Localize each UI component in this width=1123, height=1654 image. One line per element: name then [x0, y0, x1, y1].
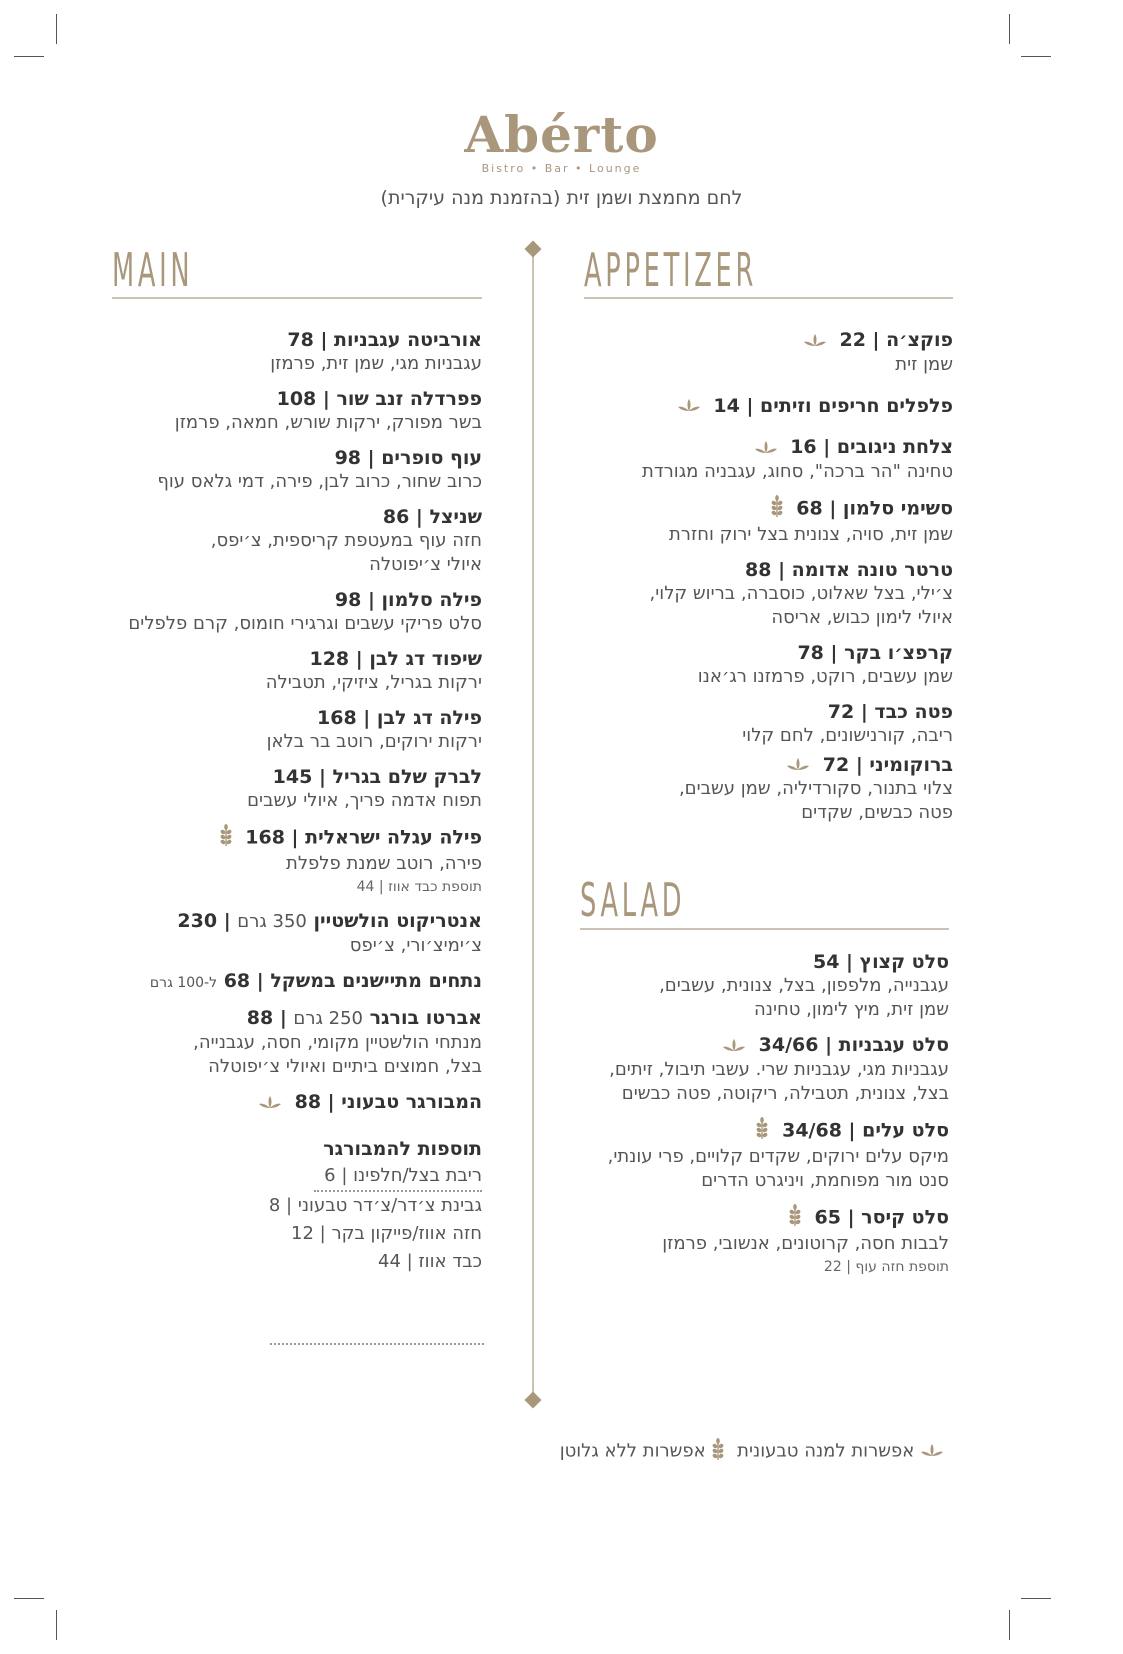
item-price: 88	[246, 1007, 274, 1029]
item-price: 16	[790, 436, 817, 458]
addon-item: גבינת צ׳דר/צ׳דר טבעוני | 8	[268, 1195, 482, 1216]
main-items-list	[112, 328, 482, 1115]
item-price: 168	[245, 826, 285, 849]
item-title: סלט קצוץ | 54	[812, 951, 949, 973]
item-description: בצל, חמוצים ביתיים ואיולי צ׳יפוטלה	[208, 1056, 482, 1077]
item-note: תוספת כבד אווז | 44	[356, 879, 482, 895]
item-description: לבבות חסה, קרוטונים, אנשובי, פרמזן	[662, 1232, 949, 1254]
legend-vegan: אפשרות למנה טבעונית	[737, 1440, 915, 1462]
center-divider	[532, 250, 534, 1400]
item-unit: ל-100 גרם	[149, 975, 218, 991]
item-description: פטה כבשים, שקדים	[801, 802, 953, 823]
wheat-icon	[770, 495, 784, 523]
dotted-divider	[270, 1343, 484, 1345]
item-name: פפרדלה זנב שור	[336, 388, 482, 410]
menu-item	[112, 1006, 482, 1079]
item-price: 22	[839, 329, 866, 351]
section-rule-main	[112, 297, 482, 299]
item-title: אברטו בורגר 250 גרם | 88	[246, 1007, 482, 1029]
item-name: נתחים מתיישנים במשקל	[270, 970, 482, 992]
item-name: סלט קיסר	[861, 1206, 949, 1228]
item-unit: 250 גרם	[293, 1008, 363, 1029]
item-description: איולי לימון כבוש, אריסה	[771, 606, 953, 628]
menu-item	[112, 328, 482, 376]
item-title: פוקצ׳ה | 22	[584, 328, 953, 353]
menu-item	[112, 588, 482, 636]
item-price: 230	[177, 910, 218, 932]
section-rule-salad	[580, 928, 949, 930]
item-name: ברוקומיני	[869, 753, 953, 776]
item-description: מיקס עלים ירוקים, שקדים קלויים, פרי עונתי,	[607, 1145, 949, 1167]
section-title-appetizer: APPETIZER	[584, 243, 758, 297]
item-title: שיפוד דג לבן | 128	[309, 648, 482, 670]
section-rule-appetizer	[584, 297, 953, 299]
item-name: אנטריקוט הולשטיין	[313, 910, 482, 932]
menu-item	[584, 753, 953, 826]
item-title: קרפצ׳ו בקר | 78	[797, 641, 953, 664]
item-name: עוף סופרים	[381, 447, 482, 469]
crop-mark	[14, 56, 44, 57]
item-price: 78	[797, 641, 824, 664]
wheat-icon	[788, 1204, 802, 1232]
menu-item	[112, 969, 482, 995]
item-name: שיפוד דג לבן	[369, 648, 482, 670]
wheat-icon	[219, 824, 233, 852]
menu-item	[112, 505, 482, 577]
item-price: 98	[334, 447, 362, 469]
item-price: 54	[812, 951, 840, 973]
item-title: סשימי סלמון | 68	[584, 495, 953, 523]
item-title: לברק שלם בגריל | 145	[272, 766, 482, 788]
wheat-icon	[755, 1117, 769, 1145]
item-description: סלט פריקי עשבים וגרגירי חומוס, קרם פלפלים	[128, 613, 482, 634]
item-name: אורביטה עגבניות	[334, 329, 482, 351]
menu-item	[580, 1117, 949, 1193]
menu-item	[584, 641, 953, 689]
brand-logo	[0, 105, 1123, 175]
item-unit: 350 גרם	[237, 911, 307, 932]
item-description: ירקות ירוקים, רוטב בר בלאן	[266, 731, 482, 752]
burger-addons	[112, 1136, 482, 1276]
item-description: שמן זית, סויה, צנונית בצל ירוק וחזרת	[668, 523, 953, 545]
section-title-salad: SALAD	[580, 873, 686, 927]
leaf-icon	[754, 436, 778, 460]
item-description: ירקות בגריל, ציזיקי, תטבילה	[265, 672, 482, 693]
item-name: סלט עלים	[862, 1119, 949, 1141]
leaf-icon	[920, 1441, 944, 1462]
item-title: סלט עגבניות | 34/66	[580, 1033, 949, 1058]
item-price: 78	[287, 329, 314, 351]
menu-item	[112, 647, 482, 695]
crop-mark	[56, 14, 57, 44]
item-title: פילה סלמון | 98	[334, 589, 482, 611]
item-price: 88	[745, 558, 772, 581]
menu-item	[112, 706, 482, 754]
menu-item	[112, 824, 482, 898]
item-price: 72	[827, 700, 855, 723]
leaf-icon	[786, 753, 810, 777]
item-title: אורביטה עגבניות | 78	[287, 329, 482, 351]
item-title: סלט קיסר | 65	[580, 1204, 949, 1232]
bread-note: לחם מחמצת ושמן זית (בהזמנת מנה עיקרית)	[380, 187, 743, 209]
leaf-icon	[803, 329, 827, 353]
item-description: עגבנייה, מלפפון, בצל, צנונית, עשבים,	[659, 975, 949, 996]
item-name: פילה סלמון	[381, 589, 482, 611]
item-description: סנט מור מפוחמת, ויניגרט הדרים	[701, 1169, 949, 1191]
item-note: תוספת חזה עוף | 22	[823, 1258, 949, 1275]
crop-mark	[1021, 1598, 1051, 1599]
item-description: טחינה "הר ברכה", סחוג, עגבניה מגורדת	[641, 460, 953, 482]
crop-mark	[56, 1610, 57, 1640]
addon-item: ריבת בצל/חלפינו | 6	[314, 1162, 482, 1192]
item-price: 88	[294, 1091, 322, 1113]
crop-mark	[1009, 14, 1010, 44]
item-title: פטה כבד | 72	[827, 700, 953, 723]
menu-item	[580, 1033, 949, 1106]
menu-item	[584, 700, 953, 748]
section-title-main: MAIN	[112, 243, 194, 297]
item-title: אנטריקוט הולשטיין 350 גרם | 230	[177, 910, 482, 932]
item-title: פילה עגלה ישראלית | 168	[112, 824, 482, 852]
menu-item	[112, 387, 482, 435]
item-name: פלפלים חריפים וזיתים	[760, 394, 953, 417]
addon-item: חזה אווז/פייקון בקר | 12	[291, 1223, 482, 1244]
item-price: 72	[822, 753, 850, 776]
item-title: עוף סופרים | 98	[334, 447, 482, 469]
item-title: שניצל | 86	[382, 506, 482, 528]
item-description: כרוב שחור, כרוב לבן, פירה, דמי גלאס עוף	[157, 471, 482, 492]
menu-item	[112, 446, 482, 494]
item-name: פילה דג לבן	[376, 707, 482, 729]
item-title: ברוקומיני | 72	[584, 753, 953, 778]
menu-item	[584, 495, 953, 547]
item-price: 86	[382, 506, 410, 528]
salad-items-list	[580, 950, 949, 1278]
item-description: שמן זית	[895, 353, 953, 375]
burger-addons-title: תוספות להמבורגר	[323, 1138, 482, 1160]
appetizer-items-list	[584, 328, 953, 825]
item-title: נתחים מתיישנים במשקל | 68 ל-100 גרם	[149, 970, 482, 992]
item-name: סלט קצוץ	[859, 951, 949, 973]
item-name: סשימי סלמון	[842, 497, 953, 519]
item-description: שמן זית, מיץ לימון, טחינה	[754, 999, 949, 1020]
item-title: צלחת ניגובים | 16	[584, 435, 953, 460]
item-price: 168	[317, 707, 357, 729]
item-price: 65	[814, 1206, 841, 1228]
item-title: המבורגר טבעוני | 88	[112, 1090, 482, 1115]
item-price: 108	[276, 388, 317, 410]
item-name: צלחת ניגובים	[836, 436, 953, 458]
item-name: טרטר טונה אדומה	[791, 558, 953, 581]
leaf-icon	[722, 1034, 746, 1058]
brand-tagline: Bistro • Bar • Lounge	[481, 162, 642, 175]
legend-gluten-free: אפשרות ללא גלוטן	[559, 1440, 706, 1462]
item-description: שמן עשבים, רוקט, פרמזנו רג׳אנו	[697, 665, 953, 687]
item-description: עגבניות מגי, שמן זית, פרמזן	[270, 353, 482, 374]
menu-item	[584, 435, 953, 484]
item-name: לברק שלם בגריל	[332, 766, 482, 788]
item-name: פילה עגלה ישראלית	[305, 826, 482, 849]
item-description: איולי צ׳יפוטלה	[369, 554, 482, 575]
item-name: המבורגר טבעוני	[341, 1091, 482, 1113]
menu-item	[580, 950, 949, 1022]
item-description: בשר מפורק, ירקות שורש, חמאה, פרמזן	[174, 412, 482, 433]
item-name: סלט עגבניות	[838, 1034, 949, 1056]
item-description: בצל, צנונית, תטבילה, ריקוטה, פטה כבשים	[621, 1082, 949, 1104]
wheat-icon	[711, 1438, 725, 1465]
item-title: פלפלים חריפים וזיתים | 14	[584, 394, 953, 419]
item-title: סלט עלים | 34/68	[580, 1117, 949, 1145]
menu-item	[584, 328, 953, 377]
crop-mark	[1009, 1610, 1010, 1640]
divider-bottom-ornament	[525, 1392, 542, 1409]
item-name: שניצל	[429, 506, 482, 528]
item-title: פפרדלה זנב שור | 108	[276, 388, 482, 410]
item-price: 68	[223, 970, 251, 992]
item-name: פוקצ׳ה	[886, 329, 953, 351]
item-price: 98	[334, 589, 362, 611]
menu-item	[584, 558, 953, 630]
crop-mark	[14, 1598, 44, 1599]
addon-item: כבד אווז | 44	[378, 1251, 482, 1272]
item-description: פירה, רוטב שמנת פלפלת	[285, 853, 482, 874]
item-price: 34/68	[782, 1119, 842, 1141]
menu-item	[584, 394, 953, 419]
menu-item	[112, 909, 482, 958]
brand-name: Abérto	[464, 105, 659, 164]
menu-item	[112, 1090, 482, 1115]
item-description: צלוי בתנור, סקורדיליה, שמן עשבים,	[678, 778, 953, 799]
item-name: קרפצ׳ו בקר	[844, 641, 953, 664]
item-price: 14	[713, 394, 740, 417]
item-price: 68	[796, 497, 823, 519]
item-price: 145	[272, 766, 313, 788]
legend	[559, 1438, 950, 1465]
item-description: ריבה, קורנישונים, לחם קלוי	[742, 724, 953, 746]
item-description: חזה עוף במעטפת קריספית, צ׳יפס,	[210, 530, 482, 551]
item-description: עגבניות מגי, עגבניות שרי. עשבי תיבול, זיתים,	[609, 1058, 949, 1080]
item-description: צ׳ימיצ׳ורי, צ׳יפס	[349, 935, 482, 956]
item-price: 34/66	[758, 1034, 819, 1056]
leaf-icon	[677, 394, 701, 418]
item-name: אברטו בורגר	[369, 1007, 482, 1029]
item-description: מנתחי הולשטיין מקומי, חסה, עגבנייה,	[193, 1032, 482, 1053]
menu-item	[112, 765, 482, 813]
item-price: 128	[309, 648, 350, 670]
crop-mark	[1021, 56, 1051, 57]
item-title: פילה דג לבן | 168	[317, 707, 482, 729]
menu-item	[580, 1204, 949, 1278]
item-description: תפוח אדמה פריך, איולי עשבים	[247, 790, 482, 811]
leaf-icon	[258, 1091, 282, 1115]
item-name: פטה כבד	[874, 700, 953, 723]
item-description: צ׳ילי, בצל שאלוט, כוסברה, בריוש קלוי,	[649, 582, 953, 604]
item-title: טרטר טונה אדומה | 88	[745, 558, 953, 581]
divider-top-ornament	[525, 241, 542, 258]
